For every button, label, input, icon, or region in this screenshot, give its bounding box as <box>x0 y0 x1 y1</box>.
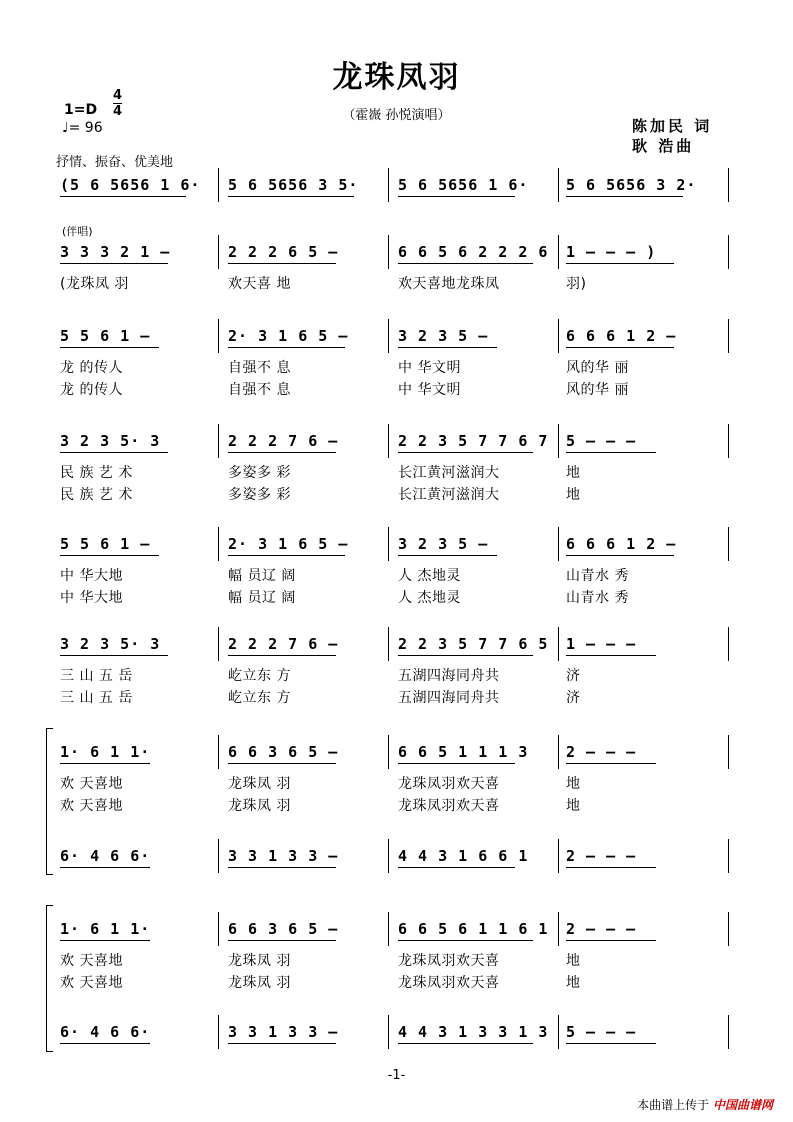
beam-underline <box>228 1043 336 1044</box>
beam-underline <box>398 452 533 453</box>
lyric-line: 龙珠凤 羽 <box>228 953 291 969</box>
page-number: -1- <box>387 1068 406 1083</box>
beam-underline <box>228 347 345 348</box>
barline <box>218 1015 219 1049</box>
lyric-line: 风的华 丽 <box>566 360 629 376</box>
lyric-line: 民 族 艺 术 <box>60 465 133 481</box>
barline <box>218 424 219 458</box>
beam-underline <box>60 940 150 941</box>
measure-notes: 6 6 6 1 2 – <box>566 535 677 553</box>
beam-underline <box>60 763 150 764</box>
lyric-line: 幅 员辽 阔 <box>228 590 296 606</box>
beam-underline <box>60 196 186 197</box>
beam-underline <box>228 655 336 656</box>
measure-notes: 2 – – – <box>566 743 637 761</box>
measure-notes: 2 2 2 7 6 – <box>228 635 339 653</box>
barline <box>388 424 389 458</box>
measure-notes: 6 6 5 1 1 1 3 <box>398 743 529 761</box>
barline <box>558 912 559 946</box>
beam-underline <box>398 763 515 764</box>
lyric-line: 欢 天喜地 <box>60 798 123 814</box>
barline <box>218 319 219 353</box>
barline <box>558 627 559 661</box>
beam-underline <box>398 655 533 656</box>
key-signature: 1=D <box>64 102 98 118</box>
barline <box>558 424 559 458</box>
lyric-line: 龙珠凤 羽 <box>228 798 291 814</box>
beam-underline <box>60 655 168 656</box>
expression-mark: 抒情、振奋、优美地 <box>56 155 174 170</box>
barline <box>558 168 559 202</box>
beam-underline <box>228 452 336 453</box>
beam-underline <box>566 196 683 197</box>
measure-notes: 6· 4 6 6· <box>60 1023 151 1041</box>
barline <box>728 627 729 661</box>
barline <box>388 912 389 946</box>
barline <box>218 627 219 661</box>
lyric-line: 欢 天喜地 <box>60 776 123 792</box>
measure-notes: 2 – – – <box>566 847 637 865</box>
barline <box>388 839 389 873</box>
measure-notes: 4 4 3 1 6 6 1 <box>398 847 529 865</box>
barline <box>728 424 729 458</box>
measure-notes: 6 6 3 6 5 – <box>228 743 339 761</box>
measure-notes: 2 2 2 7 6 – <box>228 432 339 450</box>
lyric-line: 人 杰地灵 <box>398 590 461 606</box>
lyric-line: 地 <box>566 465 581 481</box>
beam-underline <box>228 555 345 556</box>
beam-underline <box>60 452 168 453</box>
lyric-line: 地 <box>566 776 581 792</box>
measure-notes: 5 – – – <box>566 432 637 450</box>
song-title: 龙珠凤羽 <box>332 60 461 95</box>
measure-notes: 3 3 1 3 3 – <box>228 1023 339 1041</box>
lyric-line: 屹立东 方 <box>228 668 291 684</box>
measure-notes: 3 2 3 5· 3 <box>60 432 161 450</box>
measure-notes: 6 6 5 6 1 1 6 1 <box>398 920 549 938</box>
measure-notes: 2· 3 1 6 5 – <box>228 327 349 345</box>
system-brace <box>46 905 53 1052</box>
beam-underline <box>60 347 159 348</box>
barline <box>558 735 559 769</box>
beam-underline <box>566 555 674 556</box>
upload-note <box>637 1096 773 1113</box>
lyric-line: 长江黄河滋润大 <box>398 465 500 481</box>
lyric-line: 幅 员辽 阔 <box>228 568 296 584</box>
meter-top: 4 <box>113 88 123 103</box>
system-brace <box>46 728 53 875</box>
barline <box>218 735 219 769</box>
barline <box>218 168 219 202</box>
measure-notes: 2 2 2 6 5 – <box>228 243 339 261</box>
lyric-line: 风的华 丽 <box>566 382 629 398</box>
lyric-line: 自强不 息 <box>228 360 291 376</box>
lyric-line: 龙珠凤羽欢天喜 <box>398 776 500 792</box>
measure-notes: 1· 6 1 1· <box>60 743 151 761</box>
measure-notes: 3 2 3 5 – <box>398 535 489 553</box>
lyric-line: 三 山 五 岳 <box>60 690 133 706</box>
time-signature <box>113 88 122 119</box>
beam-underline <box>566 347 674 348</box>
lyric-line: 山青水 秀 <box>566 568 629 584</box>
measure-notes: 6 6 5 6 2 2 2 6 <box>398 243 549 261</box>
barline <box>728 912 729 946</box>
lyric-line: 长江黄河滋润大 <box>398 487 500 503</box>
lyric-line: 龙珠凤羽欢天喜 <box>398 798 500 814</box>
barline <box>218 839 219 873</box>
beam-underline <box>566 1043 656 1044</box>
site-logo: 中国曲谱网 <box>712 1098 773 1112</box>
lyric-line: 欢天喜 地 <box>228 276 291 292</box>
measure-notes: 1 – – – <box>566 635 637 653</box>
beam-underline <box>228 263 336 264</box>
measure-notes: 2 2 3 5 7 7 6 5 <box>398 635 549 653</box>
lyric-line: 龙珠凤羽欢天喜 <box>398 975 500 991</box>
lyric-line: 欢天喜地龙珠凤 <box>398 276 500 292</box>
beam-underline <box>60 867 150 868</box>
beam-underline <box>566 763 656 764</box>
measure-notes: 6 6 3 6 5 – <box>228 920 339 938</box>
measure-notes: 5 5 6 1 – <box>60 327 151 345</box>
lyric-line: 济 <box>566 690 581 706</box>
barline <box>558 839 559 873</box>
beam-underline <box>566 263 674 264</box>
lyric-line: 欢 天喜地 <box>60 975 123 991</box>
lyric-line: 多姿多 彩 <box>228 465 291 481</box>
barline <box>728 168 729 202</box>
beam-underline <box>398 555 497 556</box>
lyric-line: 人 杰地灵 <box>398 568 461 584</box>
lyric-line: 地 <box>566 953 581 969</box>
tempo-mark: ♩= 96 <box>62 120 103 136</box>
measure-notes: 3 2 3 5 – <box>398 327 489 345</box>
barline <box>728 235 729 269</box>
beam-underline <box>60 555 159 556</box>
barline <box>728 839 729 873</box>
barline <box>388 627 389 661</box>
beam-underline <box>566 940 656 941</box>
beam-underline <box>398 347 497 348</box>
measure-notes: 6 6 6 1 2 – <box>566 327 677 345</box>
barline <box>728 735 729 769</box>
composer-credit: 耿 浩曲 <box>632 137 695 155</box>
barline <box>728 319 729 353</box>
lyric-line: 龙 的传人 <box>60 360 123 376</box>
barline <box>388 527 389 561</box>
measure-notes: 5 6 5656 3 5· <box>228 176 359 194</box>
lyric-line: 地 <box>566 487 581 503</box>
barline <box>558 527 559 561</box>
lyric-line: 多姿多 彩 <box>228 487 291 503</box>
beam-underline <box>398 940 533 941</box>
lyric-line: 中 华大地 <box>60 568 123 584</box>
barline <box>558 1015 559 1049</box>
measure-notes: 5 6 5656 1 6· <box>398 176 529 194</box>
lyric-line: 中 华文明 <box>398 360 461 376</box>
lyric-line: 五湖四海同舟共 <box>398 668 500 684</box>
performers: （霍嶶 孙悦演唱） <box>342 108 451 123</box>
measure-notes: 2· 3 1 6 5 – <box>228 535 349 553</box>
measure-notes: 3 3 1 3 3 – <box>228 847 339 865</box>
lyric-line: 济 <box>566 668 581 684</box>
barline <box>218 235 219 269</box>
barline <box>728 1015 729 1049</box>
measure-notes: 2 – – – <box>566 920 637 938</box>
lyric-line: 地 <box>566 798 581 814</box>
beam-underline <box>566 655 656 656</box>
lyric-line: 三 山 五 岳 <box>60 668 133 684</box>
barline <box>388 1015 389 1049</box>
lyric-line: 龙 的传人 <box>60 382 123 398</box>
beam-underline <box>398 867 515 868</box>
lyric-line: 中 华文明 <box>398 382 461 398</box>
barline <box>558 319 559 353</box>
barline <box>218 912 219 946</box>
beam-underline <box>398 263 533 264</box>
measure-notes: 1· 6 1 1· <box>60 920 151 938</box>
measure-notes: 5 6 5656 3 2· <box>566 176 697 194</box>
measure-notes: 4 4 3 1 3 3 1 3 <box>398 1023 549 1041</box>
lyric-line: 民 族 艺 术 <box>60 487 133 503</box>
upload-prefix: 本曲谱上传于 <box>637 1098 710 1112</box>
beam-underline <box>228 867 336 868</box>
lyric-line: 中 华大地 <box>60 590 123 606</box>
beam-underline <box>60 263 168 264</box>
beam-underline <box>228 940 336 941</box>
beam-underline <box>398 1043 533 1044</box>
barline <box>388 319 389 353</box>
barline <box>728 527 729 561</box>
lyric-line: 自强不 息 <box>228 382 291 398</box>
meter-bottom: 4 <box>113 104 123 119</box>
beam-underline <box>228 196 354 197</box>
part-label: (伴唱) <box>62 225 93 238</box>
lyric-line: 山青水 秀 <box>566 590 629 606</box>
lyric-line: 欢 天喜地 <box>60 953 123 969</box>
measure-notes: 6· 4 6 6· <box>60 847 151 865</box>
lyric-line: 屹立东 方 <box>228 690 291 706</box>
barline <box>388 168 389 202</box>
lyric-line: 地 <box>566 975 581 991</box>
lyric-line: (龙珠凤 羽 <box>60 276 129 292</box>
lyricist-credit: 陈加民 词 <box>632 117 713 135</box>
measure-notes: 3 3 3 2 1 – <box>60 243 171 261</box>
barline <box>388 735 389 769</box>
lyric-line: 龙珠凤 羽 <box>228 975 291 991</box>
beam-underline <box>228 763 336 764</box>
lyric-line: 龙珠凤 羽 <box>228 776 291 792</box>
measure-notes: 5 5 6 1 – <box>60 535 151 553</box>
measure-notes: 1 – – – ) <box>566 243 657 261</box>
lyric-line: 羽) <box>566 276 587 292</box>
beam-underline <box>60 1043 150 1044</box>
barline <box>558 235 559 269</box>
barline <box>218 527 219 561</box>
barline <box>388 235 389 269</box>
measure-notes: 3 2 3 5· 3 <box>60 635 161 653</box>
lyric-line: 五湖四海同舟共 <box>398 690 500 706</box>
beam-underline <box>398 196 515 197</box>
beam-underline <box>566 867 656 868</box>
measure-notes: 2 2 3 5 7 7 6 7 <box>398 432 549 450</box>
measure-notes: (5 6 5656 1 6· <box>60 176 201 194</box>
measure-notes: 5 – – – <box>566 1023 637 1041</box>
lyric-line: 龙珠凤羽欢天喜 <box>398 953 500 969</box>
beam-underline <box>566 452 656 453</box>
